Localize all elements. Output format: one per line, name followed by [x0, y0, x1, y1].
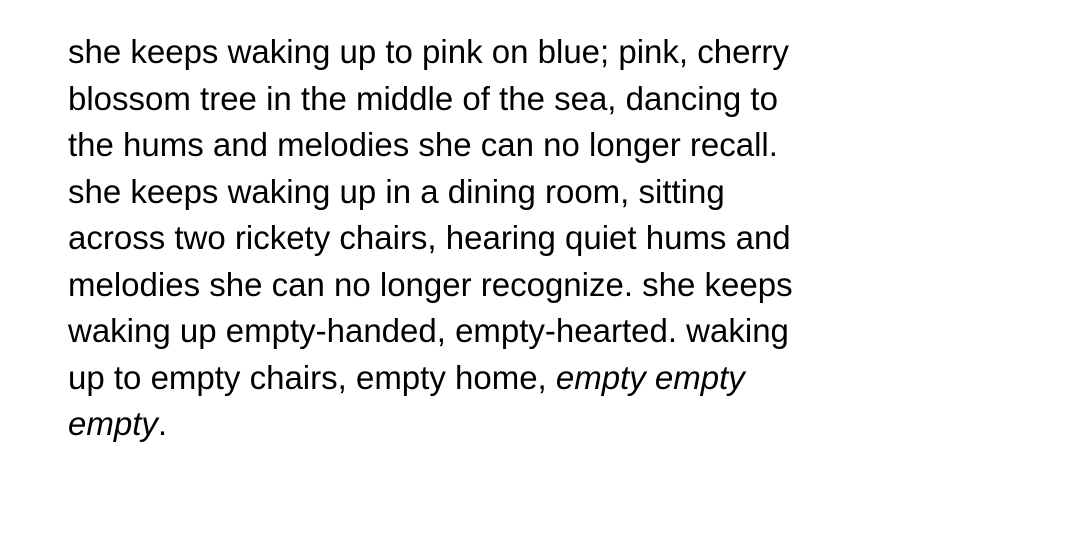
italic-emphasis: empty empty	[555, 358, 745, 396]
italic-emphasis: empty	[68, 405, 158, 442]
text-line	[68, 401, 1068, 448]
text-line: blossom tree in the middle of the sea, dancing to	[68, 79, 778, 117]
text-line: waking up empty-handed, empty-hearted. waking	[68, 312, 789, 349]
poem-text	[68, 29, 1068, 448]
text-line: she keeps waking up to pink on blue; pink, cherry	[68, 33, 789, 70]
text-segment: .	[157, 405, 168, 442]
text-line	[68, 355, 1068, 402]
text-line: melodies she can no longer recognize. she keeps	[68, 265, 793, 303]
text-segment: up to empty chairs, empty home,	[68, 358, 556, 396]
text-line: across two rickety chairs, hearing quiet hums and	[68, 219, 791, 256]
text-line: the hums and melodies she can no longer recall.	[68, 126, 778, 163]
text-line: she keeps waking up in a dining room, sitting	[68, 172, 725, 210]
